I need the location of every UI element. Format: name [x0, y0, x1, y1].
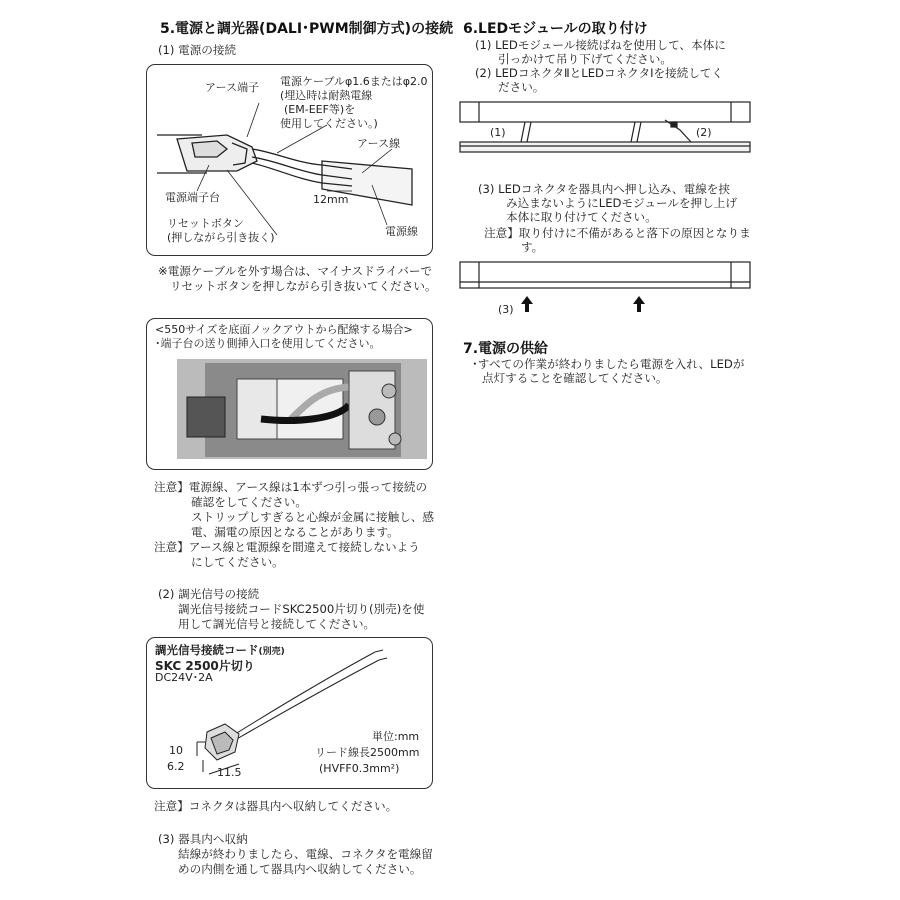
connector-caution: 注意】コネクタは器具内へ収納してください。: [154, 799, 398, 813]
dimming-cord-figure: [146, 637, 433, 789]
section6-step2: (2) LEDコネクタⅡとLEDコネクタⅠを接続してく: [475, 66, 724, 80]
dim-10: 10: [169, 744, 183, 757]
caution-1-cont: 確認をしてください。: [191, 495, 307, 509]
fig-label-3: (3): [498, 303, 514, 316]
label-power-cable: 電源ケーブルφ1.6またはφ2.0: [280, 75, 428, 88]
section7-title: 7.電源の供給: [463, 341, 549, 357]
wire-spec: (HVFF0.3mm²): [319, 762, 400, 775]
caution-2: 注意】アース線と電源線を間違えて接続しないよう: [154, 540, 420, 554]
section6-step3: (3) LEDコネクタを器具内へ押し込み、電線を挟: [478, 182, 730, 196]
section6-caution: 注意】取り付けに不備があると落下の原因となりま: [484, 226, 751, 240]
section6-title: 6.LEDモジュールの取り付け: [463, 21, 648, 37]
section6-caution-cont: す。: [521, 240, 544, 254]
section6-step1-cont: 引っかけて吊り下げてください。: [498, 52, 672, 66]
cord-model: SKC 2500片切り: [155, 659, 255, 673]
section6-step1: (1) LEDモジュール接続ばねを使用して、本体に: [475, 38, 726, 52]
knockout-wiring-figure: [146, 318, 433, 470]
cord-title: 調光信号接続コード: [155, 643, 259, 657]
section5-sub2-text-2: 用して調光信号と接続してください。: [178, 617, 376, 631]
cable-removal-note: ※電源ケーブルを外す場合は、マイナスドライバーで: [158, 264, 433, 278]
caution-2-cont: にしてください。: [191, 555, 284, 569]
unit-label: 単位:mm: [372, 730, 420, 743]
caution-1: 注意】電源線、アース線は1本ずつ引っ張って接続の: [154, 480, 428, 494]
label-power-wire: 電源線: [385, 225, 418, 238]
label-power-cable-4: 使用してください。): [280, 117, 378, 130]
section5-title: 5.電源と調光器(DALI･PWM制御方式)の接続: [160, 21, 454, 37]
dim-11-5: 11.5: [217, 766, 242, 779]
lead-length: リード線長2500mm: [315, 746, 420, 759]
section5-sub2-text: 調光信号接続コードSKC2500片切り(別売)を使: [178, 602, 425, 616]
section5-sub3: (3) 器具内へ収納: [158, 832, 248, 846]
terminal-block-photo: [177, 359, 427, 459]
label-reset-button: リセットボタン: [167, 217, 244, 230]
section5-sub3-text: 結線が終わりましたら、電線、コネクタを電線留: [178, 847, 433, 861]
cable-removal-note-2: リセットボタンを押しながら引き抜いてください。: [170, 279, 437, 293]
cord-rating: DC24V･2A: [155, 671, 213, 684]
label-earth-terminal: アース端子: [205, 81, 260, 94]
section5-sub2: (2) 調光信号の接続: [158, 587, 260, 601]
label-reset-button-2: (押しながら引き抜く): [167, 231, 275, 244]
dim-6-2: 6.2: [167, 760, 185, 773]
section6-step3-cont2: 本体に取り付けてください。: [506, 210, 657, 224]
label-terminal-block: 電源端子台: [165, 191, 220, 204]
knockout-note-2: ･端子台の送り側挿入口を使用してください。: [155, 337, 381, 350]
fig-label-2: (2): [696, 126, 712, 139]
knockout-note-1: <550サイズを底面ノックアウトから配線する場合>: [155, 323, 413, 336]
section6-step2-cont: ださい。: [498, 80, 545, 94]
cord-title-suffix: (別売): [258, 647, 285, 657]
section5-sub3-text-2: めの内側を通して器具内へ収納してください。: [178, 862, 422, 876]
label-earth-wire: アース線: [357, 137, 401, 150]
fig-label-1: (1): [490, 126, 506, 139]
power-connection-figure: [146, 64, 433, 256]
caution-1-cont3: 電、漏電の原因となることがあります。: [191, 525, 399, 539]
section6-step3-cont: み込まないようにLEDモジュールを押し上げ: [506, 196, 737, 210]
label-power-cable-2: (埋込時は耐熱電線: [280, 89, 373, 102]
section7-text: ･すべての作業が終わりましたら電源を入れ、LEDが: [472, 357, 745, 371]
label-strip-length: 12mm: [313, 193, 349, 206]
section7-text-2: 点灯することを確認してください。: [482, 371, 668, 385]
section5-sub1: (1) 電源の接続: [158, 43, 237, 57]
caution-1-cont2: ストリップしすぎると心線が金属に接触し、感: [191, 510, 435, 524]
label-power-cable-3: (EM-EEF等)を: [284, 103, 356, 116]
